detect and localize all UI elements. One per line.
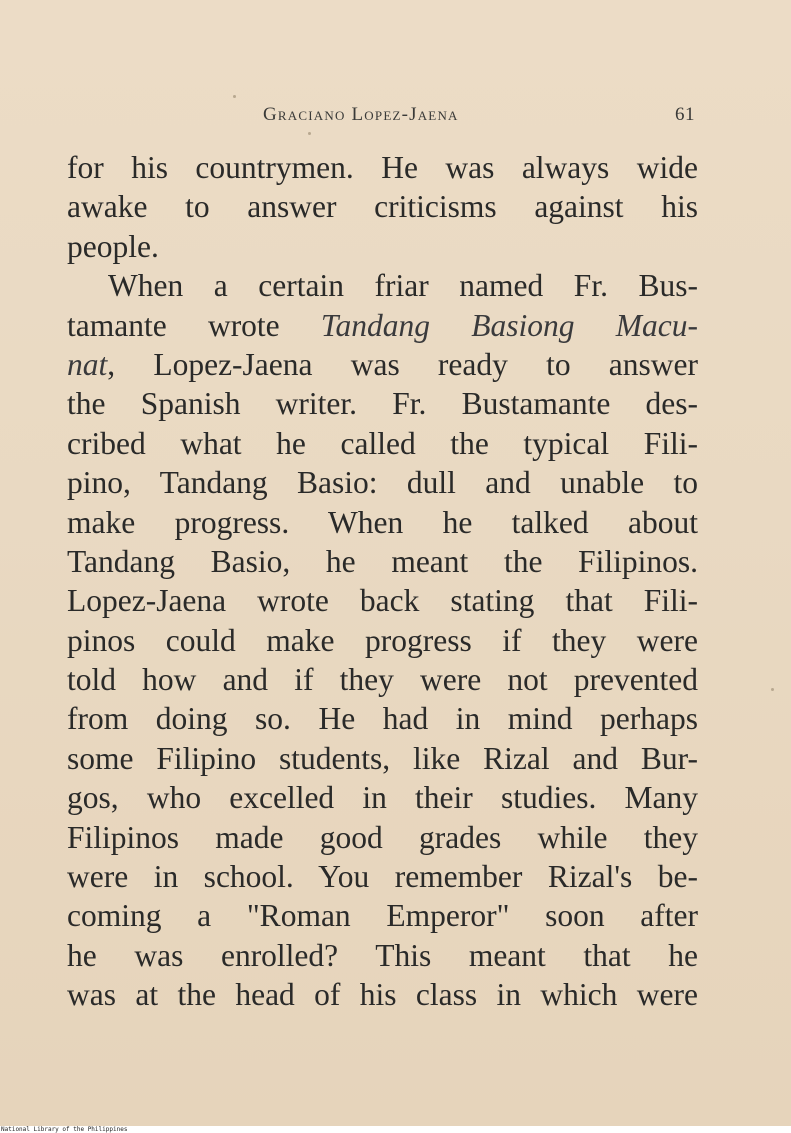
text-line: for his countrymen. He was always wide <box>67 150 698 185</box>
text-line: make progress. When he talked about <box>67 504 698 540</box>
footer-credit: National Library of the Philippines <box>1 1126 128 1133</box>
text-line: the Spanish writer. Fr. Bustamante des- <box>67 386 698 422</box>
text-run: tamante wrote <box>67 307 321 343</box>
page-number: 61 <box>675 104 695 125</box>
paper-speck <box>233 95 236 98</box>
text-line: pino, Tandang Basio: dull and unable to <box>67 465 698 501</box>
text-line: cribed what he called the typical Fili- <box>67 425 698 461</box>
text-line: coming a "Roman Emperor" soon after <box>67 898 698 934</box>
text-run: , Lopez-Jaena was ready to answer <box>107 346 698 382</box>
text-line: were in school. You remember Rizal's be- <box>67 859 698 895</box>
footer-strip <box>0 1126 791 1133</box>
paper-speck <box>308 132 311 135</box>
text-line: Lopez-Jaena wrote back stating that Fili- <box>67 583 698 619</box>
text-line: awake to answer criticisms against his <box>67 189 698 225</box>
text-line: pinos could make progress if they were <box>67 622 698 658</box>
text-line: told how and if they were not prevented <box>67 662 698 698</box>
body-text <box>67 148 698 1015</box>
text-line: When a certain friar named Fr. Bus- <box>108 268 698 304</box>
paper-speck <box>771 688 774 691</box>
running-head-title: Graciano Lopez-Jaena <box>263 104 459 125</box>
running-head <box>0 104 791 130</box>
text-line: from doing so. He had in mind perhaps <box>67 701 698 737</box>
italic-title: nat <box>67 346 108 382</box>
text-line: Tandang Basio, he meant the Filipinos. <box>67 543 698 579</box>
text-line: was at the head of his class in which were <box>67 977 698 1013</box>
text-line: gos, who excelled in their studies. Many <box>67 780 698 816</box>
text-line: some Filipino students, like Rizal and Bur- <box>67 740 698 776</box>
text-line: Filipinos made good grades while they <box>67 819 698 855</box>
text-line: people. <box>67 228 159 264</box>
text-line <box>67 306 698 345</box>
text-line <box>67 345 698 384</box>
italic-title: Tandang Basiong Macu- <box>320 307 699 343</box>
text-line: he was enrolled? This meant that he <box>67 937 698 973</box>
